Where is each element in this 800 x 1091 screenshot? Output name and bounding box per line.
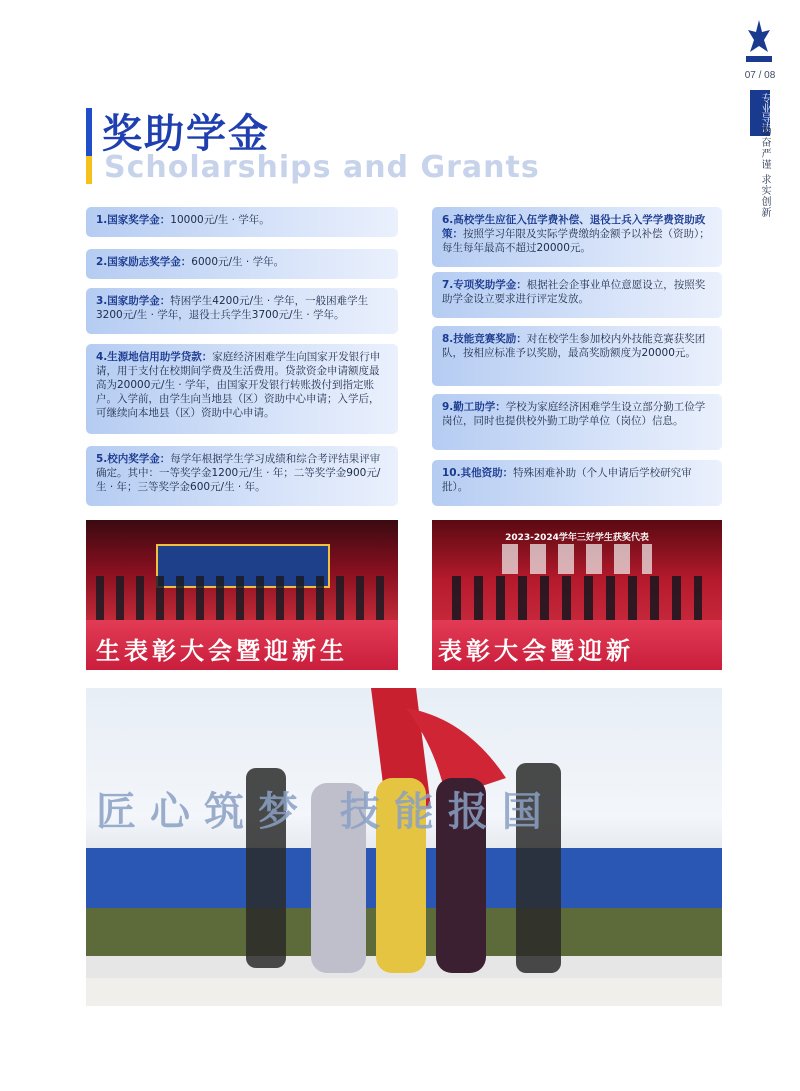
campus-scene-illustration	[86, 688, 722, 1006]
award-recipients-row	[452, 576, 702, 620]
scholarship-item-2: 2.国家励志奖学金：6000元/生 · 学年。	[86, 249, 398, 279]
page-number: 07 / 08	[744, 70, 776, 81]
stage-screen-title: 2023-2024学年三好学生获奖代表	[505, 533, 649, 543]
stage-floor	[432, 620, 722, 670]
school-logo-icon	[742, 18, 776, 64]
stage-floor	[86, 620, 398, 670]
stage-banner-text: 表彰大会暨迎新	[438, 637, 634, 665]
campus-students-photo	[86, 688, 722, 1006]
campus-sign-text: 匠心筑梦 技能报国	[96, 789, 556, 835]
scholarship-item-7: 7.专项奖助学金：根据社会企事业单位意愿设立，按照奖助学金设立要求进行评定发放。	[432, 272, 722, 318]
stage-banner-text: 生表彰大会暨迎新生	[96, 637, 348, 665]
scholarship-item-1: 1.国家奖学金：10000元/生 · 学年。	[86, 207, 398, 237]
recipient-portraits	[502, 544, 652, 574]
scholarship-item-5: 5.校内奖学金：每学年根据学生学习成绩和综合考评结果评审确定。其中：一等奖学金1200元/生 · 年；二等奖学金900元/生 · 年；三等奖学金600元/生 · 年。	[86, 446, 398, 506]
scholarship-item-9: 9.勤工助学：学校为家庭经济困难学生设立部分勤工俭学岗位，同时也提供校外勤工助学单位（岗位）信息。	[432, 394, 722, 450]
award-ceremony-photo-2	[432, 520, 722, 670]
award-ceremony-photo-1	[86, 520, 398, 670]
section-tag: 专业导读	[750, 90, 770, 136]
scholarship-item-6: 6.高校学生应征入伍学费补偿、退役士兵入学学费资助政策：按照学习年限及实际学费缴纳金额予以补偿（资助）；每生每年最高不超过20000元。	[432, 207, 722, 267]
scholarship-item-8: 8.技能竞赛奖励：对在校学生参加校内外技能竞赛获奖团队，按相应标准予以奖励，最高奖励额度为20000元。	[432, 326, 722, 386]
title-accent-yellow	[86, 156, 92, 184]
award-recipients-row	[96, 576, 386, 620]
scholarship-item-10: 10.其他资助：特殊困难补助（个人申请后学校研究审批）。	[432, 460, 722, 506]
page-subtitle: Scholarships and Grants	[104, 150, 540, 185]
scholarship-item-3: 3.国家助学金：特困学生4200元/生 · 学年，一般困难学生3200元/生 · 学年，退役士兵学生3700元/生 · 学年。	[86, 288, 398, 334]
scholarship-item-4: 4.生源地信用助学贷款：家庭经济困难学生向国家开发银行申请，用于支付在校期间学费及生活费用。贷款资金申请额度最高为20000元/生 · 学年，由国家开发银行转账拨付到指定账户。入学前，由学生向当地县（区）资助中心申请；入学后，可继续向本地县（区）资助中心申请。	[86, 344, 398, 434]
school-motto: 勤奋严谨 求实创新	[759, 126, 770, 219]
page-title: 奖助学金	[102, 111, 270, 157]
